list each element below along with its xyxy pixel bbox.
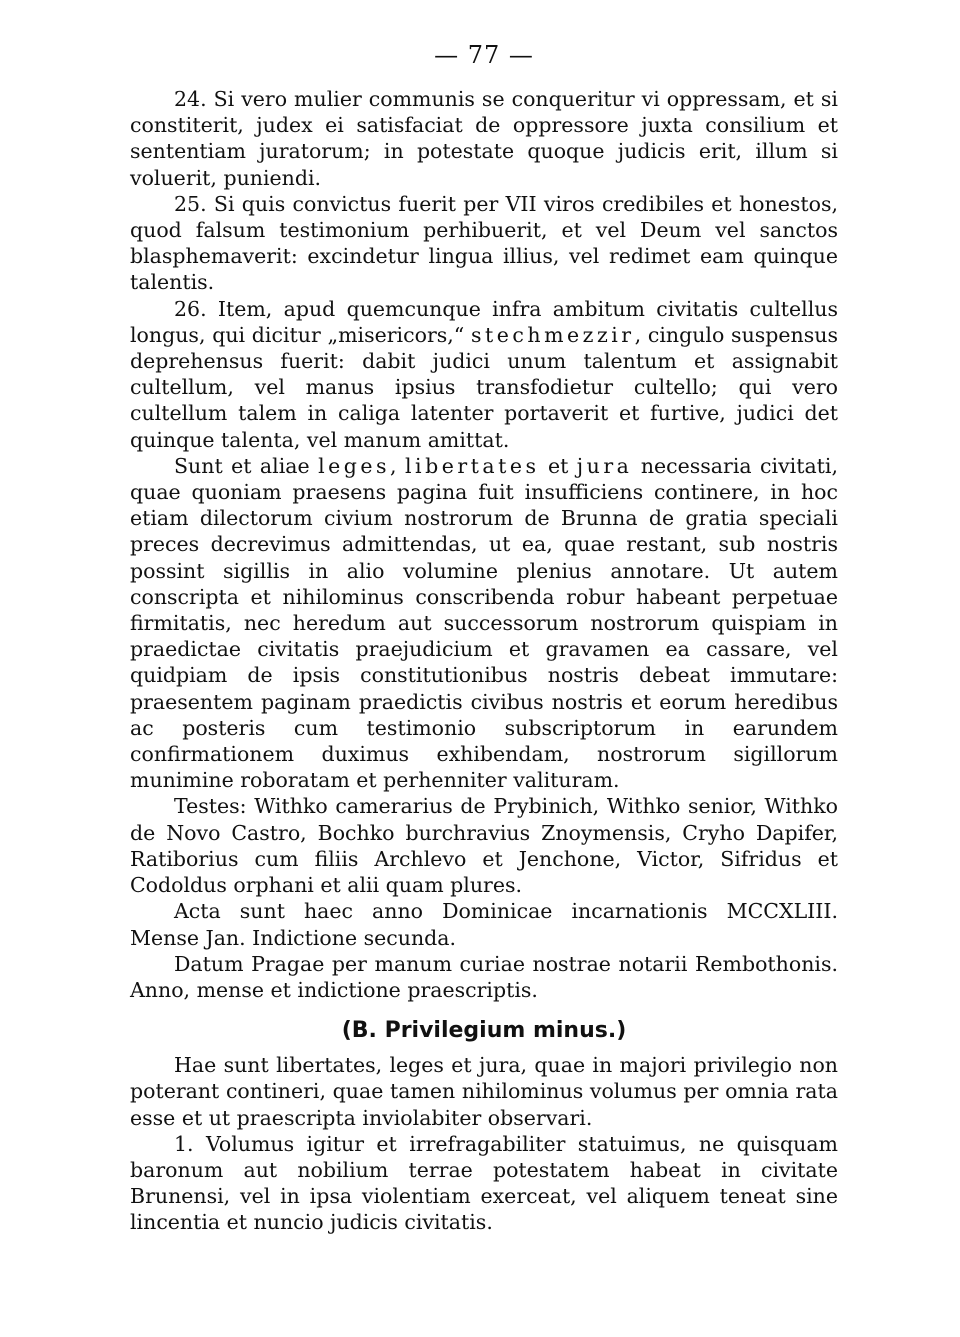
paragraph-acta: Acta sunt haec anno Dominicae incarnationis MCCXLIII. Mense Jan. Indictione secunda. [130, 899, 838, 950]
paragraph-26 [130, 296, 838, 453]
page-number: — 77 — [434, 41, 534, 69]
paragraph-26-part-a: 26. Item, apud quemcunque infra ambitum civitatis cultellus longus, qui dicitur „misericors,“ [130, 296, 838, 347]
paragraph-24: 24. Si vero mulier communis se conqueritur vi oppressam, et si constiterit, judex ei satisfaciat de oppressore juxta consilium et sententiam juratorum; in potestate quoque judicis erit, illum si voluerit, puniendi. [130, 87, 838, 190]
document-page [130, 40, 838, 1236]
paragraph-25: 25. Si quis convictus fuerit per VII viros credibiles et honestos, quod falsum testimonium perhibuerit, et vel Deum vel sanctos blasphemaverit: excindetur lingua illius, vel redimet eam quinque talentis. [130, 191, 838, 295]
sunt-part-a: Sunt et aliae [174, 453, 319, 478]
paragraph-1: 1. Volumus igitur et irrefragabiliter statuimus, ne quisquam baronum aut nobilium terrae potestatem habeat in civitate Brunensi, vel in ipsa violentiam exerceat, vel aliquem teneat sine lincentia et nuncio judicis civitatis. [130, 1131, 838, 1235]
sunt-et: et [539, 453, 577, 478]
spaced-term-stechmezzir: stechmezzir [471, 322, 635, 347]
section-heading: (B. Privilegium minus.) [341, 1018, 627, 1044]
sunt-comma: , [390, 453, 405, 478]
paragraph-testes: Testes: Withko camerarius de Prybinich, Withko senior, Withko de Novo Castro, Bochko burchravius Znoymensis, Cryho Dapifer, Ratiborius cum filiis Archlevo et Jenchone, Victor, Sifridus et Codoldus orphani et alii quam plures. [130, 794, 838, 898]
paragraph-26-part-b: , cingulo suspensus deprehensus fuerit: dabit judici unum talentum et assignabit cultellum, vel manus ipsius transfodietur cultello; qui vero cultellum talem in caliga latenter portaverit et furtive, judici det quinque talenta, vel manum amittat. [130, 322, 838, 452]
spaced-term-libertates: libertates [405, 453, 540, 478]
sunt-part-b: necessaria civitati, quae quoniam praesens pagina fuit insufficiens continere, in hoc etiam dilectorum civium nostrorum de Brunna de gratia speciali preces decrevimus admittendas, ut ea, quae restant, sub nostris possint sigillis in alio volumine plenius annotare. Ut autem conscripta et nihilominus conscribenda robur habeant perpetuae firmitatis, nec heredum aut successorum nostrorum quispiam in praedictae civitatis praejudicium et gravamen ea cassare, vel quidpiam de ipsis constitutionibus nostris debeat immutare: praesentem paginam praedictis civibus nostris et eorum heredibus ac posteris cum testimonio subscriptorum in earundem confirmationem duximus exhibendam, nostrorum sigillorum munimine roboratam et perhenniter valituram. [130, 453, 838, 793]
spaced-term-leges: leges [318, 453, 391, 478]
paragraph-hae: Hae sunt libertates, leges et jura, quae in majori privilegio non poterant contineri, quae tamen nihilominus volumus per omnia rata esse et ut praescripta inviolabiter observari. [130, 1053, 838, 1130]
paragraph-sunt [130, 453, 838, 794]
paragraph-datum: Datum Pragae per manum curiae nostrae notarii Rembothonis. Anno, mense et indictione praescriptis. [130, 951, 838, 1002]
spaced-term-jura: jura [576, 453, 633, 478]
